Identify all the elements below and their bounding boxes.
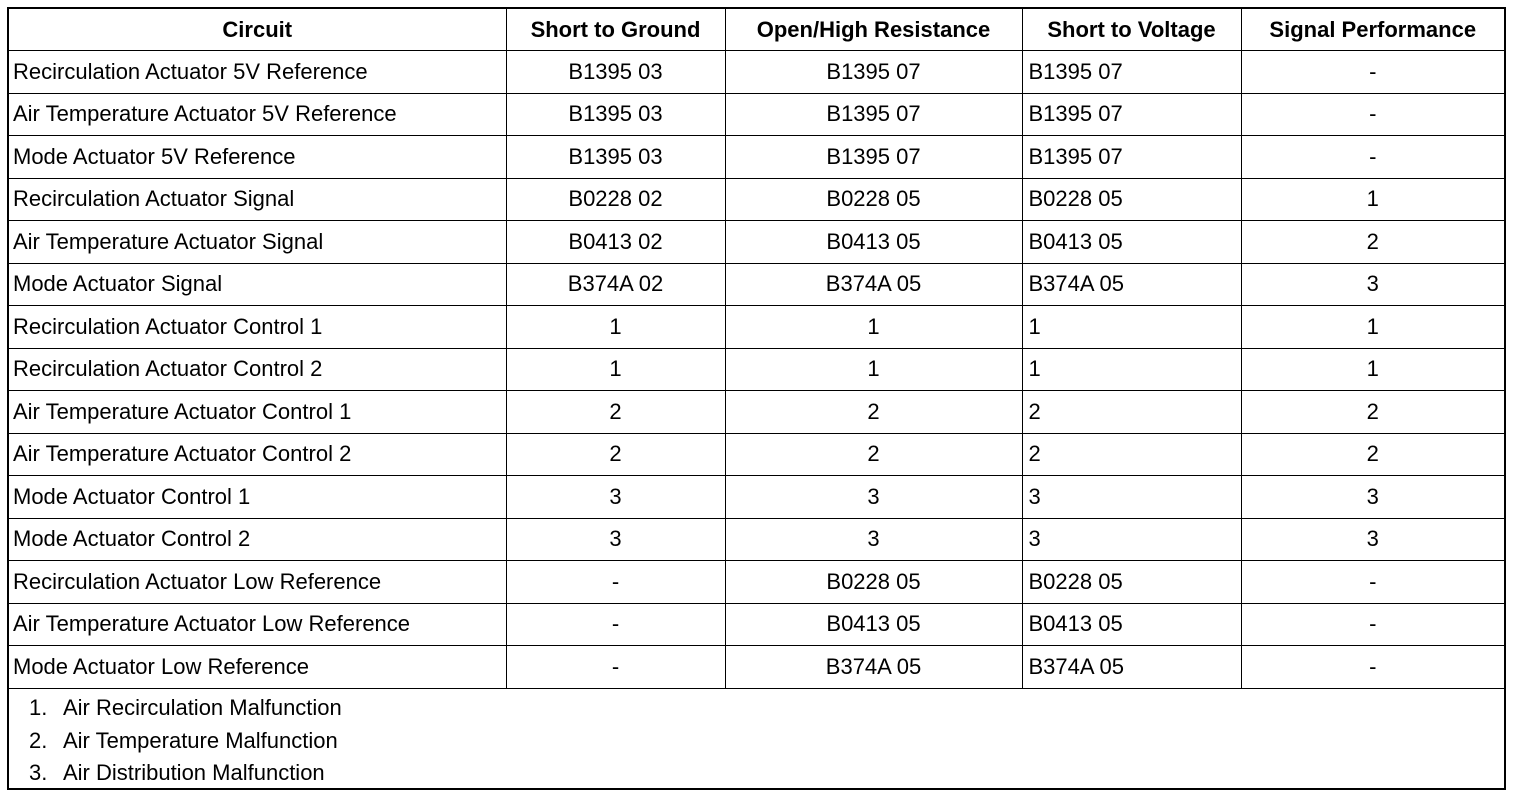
cell-open-high-resistance: 3 [725,476,1022,519]
cell-open-high-resistance: B1395 07 [725,93,1022,136]
table-row [9,93,1504,136]
cell-circuit: Recirculation Actuator Control 1 [9,306,506,349]
cell-short-to-ground: - [506,646,725,689]
cell-signal-performance: 3 [1241,263,1504,306]
table-row [9,646,1504,689]
table-row [9,51,1504,94]
cell-short-to-ground: - [506,561,725,604]
cell-signal-performance: - [1241,603,1504,646]
table-row [9,178,1504,221]
dtc-table [9,9,1504,689]
cell-short-to-ground: 3 [506,476,725,519]
cell-short-to-ground: B0413 02 [506,221,725,264]
cell-circuit: Recirculation Actuator Control 2 [9,348,506,391]
cell-circuit: Air Temperature Actuator Low Reference [9,603,506,646]
cell-open-high-resistance: B0228 05 [725,178,1022,221]
footnote-text: Air Recirculation Malfunction [63,695,342,720]
cell-open-high-resistance: B1395 07 [725,136,1022,179]
table-row [9,136,1504,179]
dtc-table-frame [7,7,1506,790]
cell-open-high-resistance: 1 [725,348,1022,391]
cell-short-to-ground: B1395 03 [506,93,725,136]
cell-signal-performance: - [1241,136,1504,179]
cell-short-to-voltage: B1395 07 [1022,93,1241,136]
cell-short-to-voltage: 3 [1022,518,1241,561]
cell-short-to-voltage: B0413 05 [1022,221,1241,264]
cell-open-high-resistance: B1395 07 [725,51,1022,94]
cell-short-to-voltage: 1 [1022,306,1241,349]
cell-short-to-ground: 3 [506,518,725,561]
header-short-to-ground: Short to Ground [506,9,725,51]
table-row [9,476,1504,519]
cell-short-to-voltage: B1395 07 [1022,136,1241,179]
table-header-row [9,9,1504,51]
header-short-to-voltage: Short to Voltage [1022,9,1241,51]
cell-circuit: Air Temperature Actuator Signal [9,221,506,264]
table-body [9,51,1504,689]
cell-short-to-voltage: 1 [1022,348,1241,391]
table-row [9,433,1504,476]
cell-signal-performance: 2 [1241,391,1504,434]
cell-open-high-resistance: 1 [725,306,1022,349]
cell-open-high-resistance: B0228 05 [725,561,1022,604]
cell-short-to-ground: 2 [506,433,725,476]
cell-open-high-resistance: 2 [725,391,1022,434]
cell-open-high-resistance: 3 [725,518,1022,561]
cell-short-to-voltage: B1395 07 [1022,51,1241,94]
cell-short-to-voltage: B374A 05 [1022,646,1241,689]
table-row [9,221,1504,264]
cell-signal-performance: 3 [1241,476,1504,519]
cell-circuit: Mode Actuator Low Reference [9,646,506,689]
footnote-text: Air Temperature Malfunction [63,727,338,753]
table-row [9,263,1504,306]
footnote-number: 3. [29,760,48,785]
header-open-high-resistance: Open/High Resistance [725,9,1022,51]
cell-short-to-voltage: B0228 05 [1022,178,1241,221]
cell-circuit: Mode Actuator Signal [9,263,506,306]
cell-signal-performance: - [1241,646,1504,689]
cell-short-to-ground: B374A 02 [506,263,725,306]
cell-short-to-ground: - [506,603,725,646]
table-row [9,603,1504,646]
cell-signal-performance: - [1241,51,1504,94]
cell-short-to-ground: B1395 03 [506,51,725,94]
table-row [9,561,1504,604]
table-row [9,518,1504,561]
footnotes [29,692,342,790]
footnote-item [29,692,342,725]
cell-circuit: Mode Actuator Control 1 [9,476,506,519]
cell-open-high-resistance: B0413 05 [725,603,1022,646]
cell-short-to-ground: 1 [506,348,725,391]
footnote-number: 1. [29,695,48,720]
cell-signal-performance: 1 [1241,306,1504,349]
cell-signal-performance: 3 [1241,518,1504,561]
cell-short-to-voltage: 2 [1022,433,1241,476]
cell-short-to-ground: 1 [506,306,725,349]
footnote-item [29,757,342,790]
cell-circuit: Recirculation Actuator Signal [9,178,506,221]
cell-circuit: Mode Actuator Control 2 [9,518,506,561]
footnote-item [29,725,342,758]
cell-open-high-resistance: B374A 05 [725,646,1022,689]
cell-signal-performance: 1 [1241,348,1504,391]
cell-signal-performance: 2 [1241,221,1504,264]
header-signal-performance: Signal Performance [1241,9,1504,51]
cell-short-to-voltage: 3 [1022,476,1241,519]
cell-open-high-resistance: B374A 05 [725,263,1022,306]
cell-circuit: Recirculation Actuator 5V Reference [9,51,506,94]
cell-short-to-ground: B0228 02 [506,178,725,221]
footnote-text: Air Distribution Malfunction [63,760,325,785]
cell-short-to-voltage: B0413 05 [1022,603,1241,646]
cell-circuit: Recirculation Actuator Low Reference [9,561,506,604]
table-row [9,348,1504,391]
cell-circuit: Air Temperature Actuator Control 1 [9,391,506,434]
cell-short-to-voltage: B0228 05 [1022,561,1241,604]
cell-short-to-voltage: B374A 05 [1022,263,1241,306]
table-row [9,391,1504,434]
cell-open-high-resistance: B0413 05 [725,221,1022,264]
footnote-number: 2. [29,727,48,753]
cell-circuit: Mode Actuator 5V Reference [9,136,506,179]
table-row [9,306,1504,349]
cell-signal-performance: 2 [1241,433,1504,476]
cell-short-to-ground: 2 [506,391,725,434]
cell-signal-performance: 1 [1241,178,1504,221]
header-circuit: Circuit [9,9,506,51]
cell-signal-performance: - [1241,561,1504,604]
cell-short-to-voltage: 2 [1022,391,1241,434]
cell-circuit: Air Temperature Actuator 5V Reference [9,93,506,136]
cell-short-to-ground: B1395 03 [506,136,725,179]
cell-signal-performance: - [1241,93,1504,136]
cell-open-high-resistance: 2 [725,433,1022,476]
cell-circuit: Air Temperature Actuator Control 2 [9,433,506,476]
